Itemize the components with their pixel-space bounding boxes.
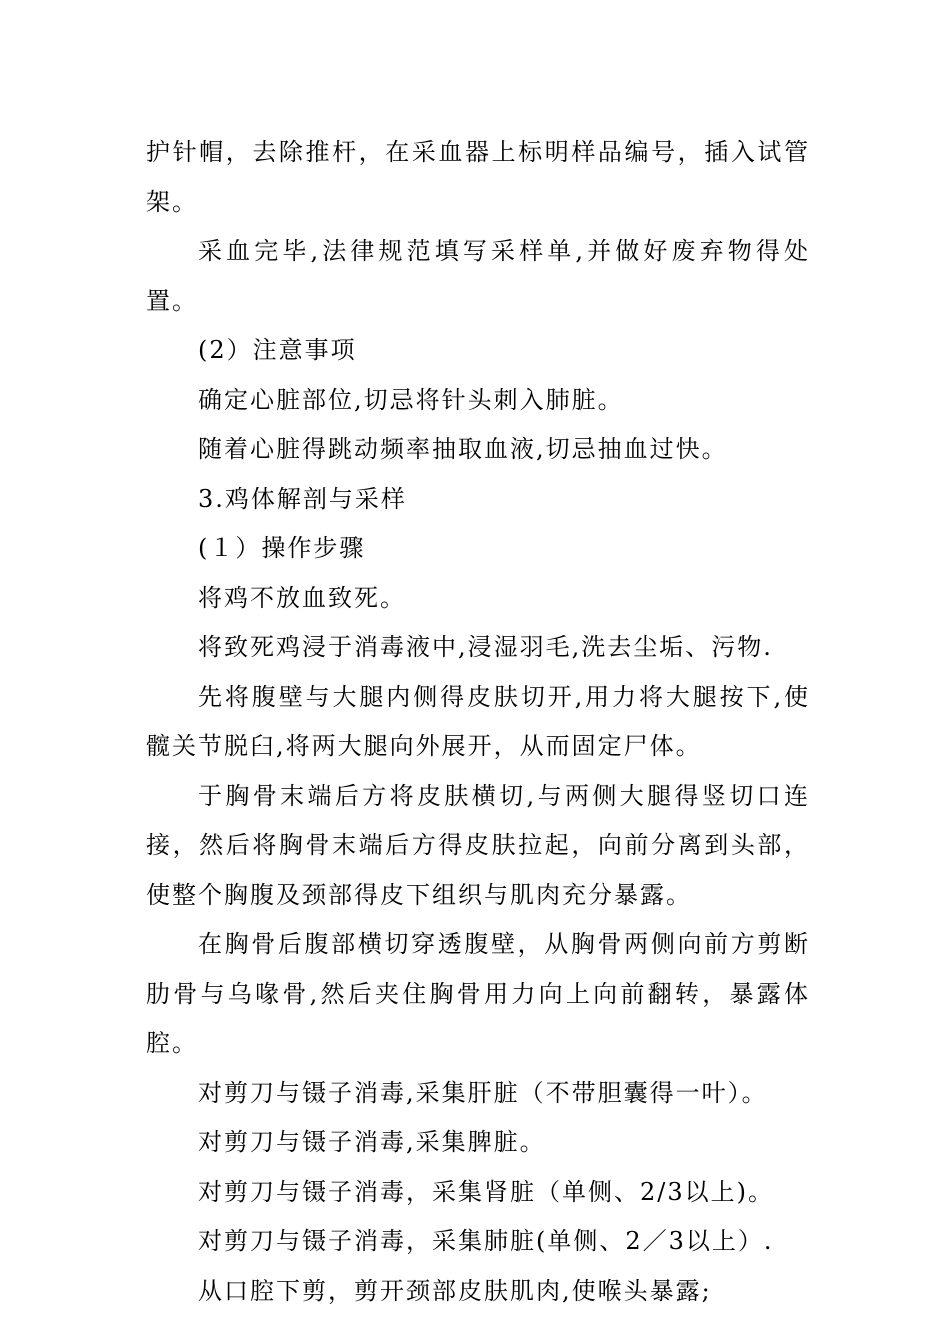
paragraph: 先将腹壁与大腿内侧得皮肤切开,用力将大腿按下,使髋关节脱臼,将两大腿向外展开，从而固定尸体。: [146, 682, 810, 760]
paragraph: 对剪刀与镊子消毒,采集肝脏（不带胆囊得一叶）。: [198, 1078, 768, 1107]
paragraph: 随着心脏得跳动频率抽取血液,切忌抽血过快。: [198, 435, 728, 463]
paragraph: 将致死鸡浸于消毒液中,浸湿羽毛,洗去尘垢、污物.: [198, 633, 773, 661]
paragraph: 将鸡不放血致死。: [198, 583, 406, 612]
section-heading: (2）注意事项: [198, 336, 357, 364]
paragraph: 采血完毕,法律规范填写采样单,并做好废弃物得处置。: [146, 237, 810, 315]
paragraph: 从口腔下剪，剪开颈部皮肤肌肉,使喉头暴露;: [198, 1276, 712, 1305]
paragraph: 对剪刀与镊子消毒,采集脾脏。: [198, 1128, 546, 1156]
section-heading: (１）操作步骤: [198, 534, 366, 562]
paragraph: 护针帽，去除推杆，在采血器上标明样品编号，插入试管架。: [146, 138, 810, 216]
section-heading: 3.鸡体解剖与采样: [198, 484, 407, 513]
paragraph: 确定心脏部位,切忌将针头刺入肺脏。: [198, 385, 624, 414]
paragraph: 于胸骨末端后方将皮肤横切,与两侧大腿得竖切口连接，然后将胸骨末端后方得皮肤拉起，向前分离到头部，使整个胸腹及颈部得皮下组织与肌肉充分暴露。: [146, 781, 810, 909]
paragraph: 在胸骨后腹部横切穿透腹壁，从胸骨两侧向前方剪断肋骨与乌喙骨,然后夹住胸骨用力向上向前翻转，暴露体腔。: [146, 930, 810, 1057]
document-body: [146, 128, 810, 1316]
paragraph: 对剪刀与镊子消毒，采集肺脏(单侧、2／3以上）.: [198, 1227, 774, 1255]
paragraph: 对剪刀与镊子消毒，采集肾脏（单侧、2/3以上)。: [198, 1177, 774, 1206]
